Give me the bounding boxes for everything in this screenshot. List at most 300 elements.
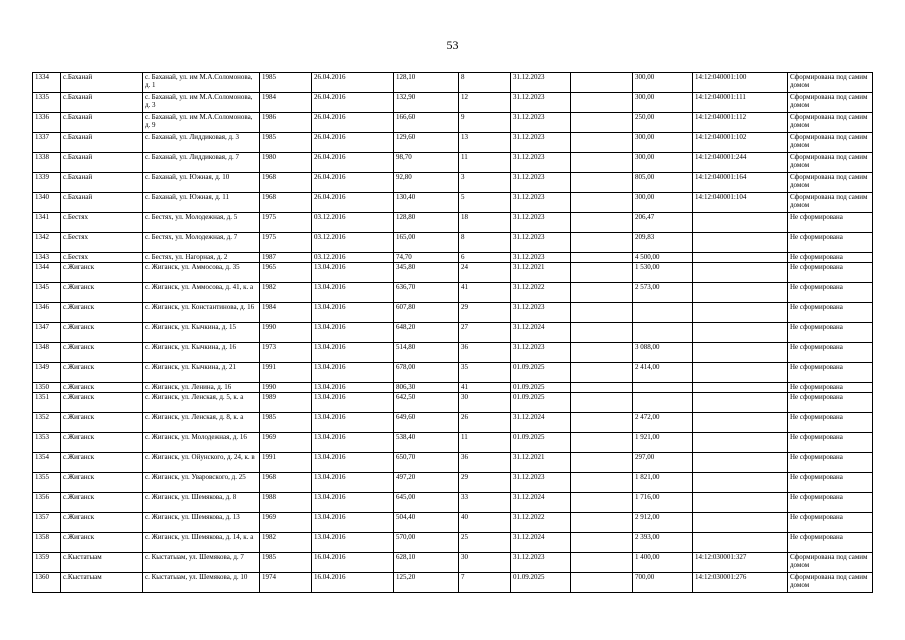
- cell-extra: [571, 413, 633, 433]
- cell-row-number: 1359: [33, 553, 61, 573]
- cell-cadastral-number: [693, 533, 788, 553]
- cell-row-number: 1346: [33, 303, 61, 323]
- cell-address: с. Баханай, ул. Лиддиковая, д. 7: [143, 153, 260, 173]
- cell-residents-count: 40: [459, 513, 511, 533]
- cell-row-number: 1356: [33, 493, 61, 513]
- cell-cost: 1 921,00: [633, 433, 693, 453]
- cell-deadline: 01.09.2025: [511, 573, 571, 593]
- cell-row-number: 1342: [33, 233, 61, 253]
- cell-extra: [571, 573, 633, 593]
- cell-land-status: Не сформирована: [788, 493, 873, 513]
- cell-address: с. Баханай, ул. им М.А.Соломонова, д. 3: [143, 93, 260, 113]
- cell-area: 98,70: [394, 153, 459, 173]
- cell-extra: [571, 453, 633, 473]
- cell-residents-count: 24: [459, 263, 511, 283]
- cell-inspection-date: 26.04.2016: [312, 153, 394, 173]
- cell-inspection-date: 26.04.2016: [312, 93, 394, 113]
- cell-deadline: 31.12.2023: [511, 193, 571, 213]
- table-row: [33, 303, 873, 323]
- cell-residents-count: 25: [459, 533, 511, 553]
- cell-deadline: 01.09.2025: [511, 363, 571, 383]
- cell-address: с. Жиганск, ул. Ленина, д. 16: [143, 383, 260, 393]
- cell-cadastral-number: [693, 383, 788, 393]
- cell-extra: [571, 173, 633, 193]
- cell-area: 128,10: [394, 73, 459, 93]
- cell-row-number: 1341: [33, 213, 61, 233]
- cell-inspection-date: 13.04.2016: [312, 263, 394, 283]
- cell-cadastral-number: 14:12:040001:104: [693, 193, 788, 213]
- cell-land-status: Не сформирована: [788, 253, 873, 263]
- cell-residents-count: 7: [459, 573, 511, 593]
- cell-build-year: 1985: [260, 413, 312, 433]
- cell-inspection-date: 13.04.2016: [312, 453, 394, 473]
- cell-extra: [571, 153, 633, 173]
- cell-cost: 2 573,00: [633, 283, 693, 303]
- cell-row-number: 1347: [33, 323, 61, 343]
- cell-address: с. Кыстатыам, ул. Шемякова, д. 7: [143, 553, 260, 573]
- cell-area: 636,70: [394, 283, 459, 303]
- cell-settlement: с.Баханай: [61, 153, 143, 173]
- cell-cost: 206,47: [633, 213, 693, 233]
- cell-inspection-date: 13.04.2016: [312, 533, 394, 553]
- cell-cadastral-number: 14:12:030001:276: [693, 573, 788, 593]
- cell-row-number: 1358: [33, 533, 61, 553]
- table-row: [33, 573, 873, 593]
- cell-settlement: с.Баханай: [61, 193, 143, 213]
- cell-extra: [571, 73, 633, 93]
- cell-extra: [571, 383, 633, 393]
- cell-row-number: 1354: [33, 453, 61, 473]
- cell-residents-count: 41: [459, 283, 511, 303]
- table-row: [33, 363, 873, 383]
- cell-row-number: 1352: [33, 413, 61, 433]
- cell-settlement: с.Бестях: [61, 213, 143, 233]
- cell-row-number: 1339: [33, 173, 61, 193]
- cell-residents-count: 36: [459, 343, 511, 363]
- cell-extra: [571, 473, 633, 493]
- cell-build-year: 1991: [260, 363, 312, 383]
- cell-inspection-date: 13.04.2016: [312, 413, 394, 433]
- cell-cost: 209,83: [633, 233, 693, 253]
- cell-cost: 300,00: [633, 133, 693, 153]
- cell-deadline: 31.12.2022: [511, 283, 571, 303]
- cell-settlement: с.Жиганск: [61, 323, 143, 343]
- cell-extra: [571, 303, 633, 323]
- cell-area: 166,60: [394, 113, 459, 133]
- cell-build-year: 1965: [260, 263, 312, 283]
- table-row: [33, 343, 873, 363]
- cell-extra: [571, 193, 633, 213]
- cell-build-year: 1982: [260, 283, 312, 303]
- cell-address: с. Жиганск, ул. Ленская, д. 8, к. а: [143, 413, 260, 433]
- cell-build-year: 1975: [260, 233, 312, 253]
- cell-deadline: 31.12.2023: [511, 233, 571, 253]
- cell-inspection-date: 13.04.2016: [312, 433, 394, 453]
- cell-extra: [571, 233, 633, 253]
- table-row: [33, 283, 873, 303]
- cell-inspection-date: 03.12.2016: [312, 213, 394, 233]
- cell-cadastral-number: [693, 453, 788, 473]
- cell-cost: [633, 393, 693, 413]
- table-row: [33, 193, 873, 213]
- cell-build-year: 1982: [260, 533, 312, 553]
- cell-cadastral-number: [693, 493, 788, 513]
- table-row: [33, 113, 873, 133]
- cell-address: с. Жиганск, ул. Молодежная, д. 16: [143, 433, 260, 453]
- cell-deadline: 31.12.2021: [511, 263, 571, 283]
- cell-build-year: 1991: [260, 453, 312, 473]
- cell-settlement: с.Жиганск: [61, 533, 143, 553]
- cell-cadastral-number: [693, 513, 788, 533]
- cell-deadline: 31.12.2023: [511, 113, 571, 133]
- cell-land-status: Сформирована под самим домом: [788, 173, 873, 193]
- cell-extra: [571, 93, 633, 113]
- cell-address: с. Жиганск, ул. Кычкина, д. 21: [143, 363, 260, 383]
- cell-deadline: 31.12.2023: [511, 173, 571, 193]
- cell-cadastral-number: [693, 303, 788, 323]
- cell-cadastral-number: [693, 413, 788, 433]
- cell-build-year: 1987: [260, 253, 312, 263]
- cell-build-year: 1969: [260, 433, 312, 453]
- cell-extra: [571, 553, 633, 573]
- cell-settlement: с.Баханай: [61, 113, 143, 133]
- cell-deadline: 31.12.2021: [511, 453, 571, 473]
- cell-row-number: 1349: [33, 363, 61, 383]
- table-row: [33, 553, 873, 573]
- cell-inspection-date: 13.04.2016: [312, 393, 394, 413]
- cell-inspection-date: 13.04.2016: [312, 363, 394, 383]
- cell-inspection-date: 13.04.2016: [312, 513, 394, 533]
- cell-area: 92,80: [394, 173, 459, 193]
- cell-cost: 250,00: [633, 113, 693, 133]
- cell-build-year: 1985: [260, 73, 312, 93]
- cell-cost: [633, 383, 693, 393]
- cell-cost: 805,00: [633, 173, 693, 193]
- cell-cost: 1 530,00: [633, 263, 693, 283]
- cell-residents-count: 36: [459, 453, 511, 473]
- cell-extra: [571, 283, 633, 303]
- cell-build-year: 1986: [260, 113, 312, 133]
- cell-residents-count: 8: [459, 73, 511, 93]
- cell-build-year: 1984: [260, 303, 312, 323]
- cell-cost: 297,00: [633, 453, 693, 473]
- cell-address: с. Жиганск, ул. Аммосова, д. 41, к. а: [143, 283, 260, 303]
- cell-inspection-date: 13.04.2016: [312, 323, 394, 343]
- cell-settlement: с.Жиганск: [61, 303, 143, 323]
- cell-land-status: Сформирована под самим домом: [788, 193, 873, 213]
- cell-address: с. Кыстатыам, ул. Шемякова, д. 10: [143, 573, 260, 593]
- cell-deadline: 31.12.2023: [511, 153, 571, 173]
- cell-cost: 2 393,00: [633, 533, 693, 553]
- cell-cadastral-number: [693, 433, 788, 453]
- cell-land-status: Не сформирована: [788, 393, 873, 413]
- cell-cadastral-number: [693, 323, 788, 343]
- cell-settlement: с.Жиганск: [61, 453, 143, 473]
- cell-area: 130,40: [394, 193, 459, 213]
- cell-deadline: 31.12.2023: [511, 473, 571, 493]
- cell-settlement: с.Жиганск: [61, 363, 143, 383]
- table-row: [33, 513, 873, 533]
- cell-area: 649,60: [394, 413, 459, 433]
- cell-inspection-date: 26.04.2016: [312, 113, 394, 133]
- cell-deadline: 31.12.2023: [511, 553, 571, 573]
- cell-residents-count: 9: [459, 113, 511, 133]
- table-row: [33, 473, 873, 493]
- cell-land-status: Не сформирована: [788, 233, 873, 253]
- cell-deadline: 31.12.2023: [511, 133, 571, 153]
- cell-settlement: с.Жиганск: [61, 473, 143, 493]
- cell-row-number: 1337: [33, 133, 61, 153]
- cell-area: 132,90: [394, 93, 459, 113]
- cell-deadline: 01.09.2025: [511, 383, 571, 393]
- cell-address: с. Жиганск, ул. Кычкина, д. 16: [143, 343, 260, 363]
- cell-land-status: Сформирована под самим домом: [788, 93, 873, 113]
- cell-deadline: 31.12.2023: [511, 93, 571, 113]
- cell-cost: [633, 323, 693, 343]
- cell-address: с. Жиганск, ул. Уваровского, д. 25: [143, 473, 260, 493]
- table-row: [33, 213, 873, 233]
- cell-land-status: Не сформирована: [788, 533, 873, 553]
- cell-address: с. Жиганск, ул. Ленская, д. 5, к. а: [143, 393, 260, 413]
- cell-extra: [571, 253, 633, 263]
- cell-cost: 3 088,00: [633, 343, 693, 363]
- cell-area: 74,70: [394, 253, 459, 263]
- cell-inspection-date: 16.04.2016: [312, 553, 394, 573]
- cell-cost: 300,00: [633, 153, 693, 173]
- cell-residents-count: 33: [459, 493, 511, 513]
- cell-settlement: с.Жиганск: [61, 413, 143, 433]
- cell-area: 642,50: [394, 393, 459, 413]
- cell-land-status: Сформирована под самим домом: [788, 113, 873, 133]
- cell-residents-count: 6: [459, 253, 511, 263]
- cell-cost: 300,00: [633, 93, 693, 113]
- cell-settlement: с.Жиганск: [61, 393, 143, 413]
- cell-cadastral-number: 14:12:040001:164: [693, 173, 788, 193]
- cell-land-status: Не сформирована: [788, 283, 873, 303]
- cell-inspection-date: 26.04.2016: [312, 193, 394, 213]
- cell-land-status: Не сформирована: [788, 213, 873, 233]
- cell-land-status: Не сформирована: [788, 453, 873, 473]
- cell-land-status: Не сформирована: [788, 263, 873, 283]
- cell-area: 538,40: [394, 433, 459, 453]
- cell-settlement: с.Жиганск: [61, 493, 143, 513]
- table-row: [33, 173, 873, 193]
- cell-row-number: 1360: [33, 573, 61, 593]
- table-row: [33, 73, 873, 93]
- cell-settlement: с.Жиганск: [61, 383, 143, 393]
- cell-cadastral-number: 14:12:040001:111: [693, 93, 788, 113]
- cell-land-status: Сформирована под самим домом: [788, 573, 873, 593]
- cell-land-status: Не сформирована: [788, 433, 873, 453]
- cell-inspection-date: 03.12.2016: [312, 233, 394, 253]
- cell-deadline: 31.12.2023: [511, 303, 571, 323]
- cell-cadastral-number: 14:12:040001:112: [693, 113, 788, 133]
- cell-address: с. Жиганск, ул. Шемякова, д. 13: [143, 513, 260, 533]
- cell-row-number: 1351: [33, 393, 61, 413]
- cell-land-status: Сформирована под самим домом: [788, 553, 873, 573]
- cell-land-status: Не сформирована: [788, 323, 873, 343]
- cell-area: 128,80: [394, 213, 459, 233]
- cell-cost: 300,00: [633, 73, 693, 93]
- housing-registry-table: [32, 72, 873, 593]
- cell-area: 628,10: [394, 553, 459, 573]
- table-row: [33, 93, 873, 113]
- cell-deadline: 31.12.2024: [511, 493, 571, 513]
- cell-address: с. Жиганск, ул. Аммосова, д. 35: [143, 263, 260, 283]
- cell-inspection-date: 03.12.2016: [312, 253, 394, 263]
- cell-extra: [571, 343, 633, 363]
- cell-cost: 2 414,00: [633, 363, 693, 383]
- cell-row-number: 1340: [33, 193, 61, 213]
- cell-cost: 1 821,00: [633, 473, 693, 493]
- cell-row-number: 1338: [33, 153, 61, 173]
- cell-extra: [571, 393, 633, 413]
- cell-extra: [571, 213, 633, 233]
- cell-deadline: 01.09.2025: [511, 433, 571, 453]
- cell-area: 165,00: [394, 233, 459, 253]
- cell-residents-count: 13: [459, 133, 511, 153]
- cell-extra: [571, 113, 633, 133]
- cell-settlement: с.Жиганск: [61, 513, 143, 533]
- cell-area: 504,40: [394, 513, 459, 533]
- cell-inspection-date: 13.04.2016: [312, 473, 394, 493]
- cell-address: с. Жиганск, ул. Шемякова, д. 14, к. а: [143, 533, 260, 553]
- cell-address: с. Жиганск, ул. Кычкина, д. 15: [143, 323, 260, 343]
- cell-address: с. Баханай, ул. Лиддиковая, д. 3: [143, 133, 260, 153]
- cell-build-year: 1989: [260, 393, 312, 413]
- cell-inspection-date: 26.04.2016: [312, 133, 394, 153]
- cell-deadline: 31.12.2024: [511, 533, 571, 553]
- cell-cost: 4 500,00: [633, 253, 693, 263]
- cell-land-status: Сформирована под самим домом: [788, 153, 873, 173]
- cell-cost: 2 472,00: [633, 413, 693, 433]
- cell-extra: [571, 323, 633, 343]
- cell-settlement: с.Жиганск: [61, 263, 143, 283]
- cell-row-number: 1334: [33, 73, 61, 93]
- cell-row-number: 1344: [33, 263, 61, 283]
- cell-settlement: с.Жиганск: [61, 433, 143, 453]
- cell-land-status: Не сформирована: [788, 513, 873, 533]
- cell-inspection-date: 13.04.2016: [312, 383, 394, 393]
- cell-build-year: 1988: [260, 493, 312, 513]
- cell-land-status: Не сформирована: [788, 383, 873, 393]
- cell-area: 678,00: [394, 363, 459, 383]
- cell-cadastral-number: [693, 393, 788, 413]
- table-row: [33, 133, 873, 153]
- cell-build-year: 1974: [260, 573, 312, 593]
- cell-cost: 2 912,00: [633, 513, 693, 533]
- cell-settlement: с.Бестях: [61, 253, 143, 263]
- cell-cadastral-number: [693, 283, 788, 303]
- cell-residents-count: 41: [459, 383, 511, 393]
- cell-inspection-date: 13.04.2016: [312, 283, 394, 303]
- cell-cost: [633, 303, 693, 323]
- cell-cost: 1 716,00: [633, 493, 693, 513]
- cell-address: с. Баханай, ул. Южная, д. 11: [143, 193, 260, 213]
- cell-residents-count: 27: [459, 323, 511, 343]
- cell-extra: [571, 513, 633, 533]
- cell-deadline: 31.12.2023: [511, 73, 571, 93]
- cell-extra: [571, 493, 633, 513]
- cell-residents-count: 3: [459, 173, 511, 193]
- cell-cadastral-number: 14:12:040001:100: [693, 73, 788, 93]
- cell-area: 645,00: [394, 493, 459, 513]
- cell-build-year: 1968: [260, 193, 312, 213]
- table-row: [33, 493, 873, 513]
- cell-area: 497,20: [394, 473, 459, 493]
- cell-settlement: с.Бестях: [61, 233, 143, 253]
- cell-area: 648,20: [394, 323, 459, 343]
- cell-settlement: с.Баханай: [61, 133, 143, 153]
- cell-extra: [571, 263, 633, 283]
- cell-deadline: 31.12.2024: [511, 413, 571, 433]
- cell-inspection-date: 26.04.2016: [312, 173, 394, 193]
- cell-land-status: Не сформирована: [788, 363, 873, 383]
- cell-row-number: 1335: [33, 93, 61, 113]
- cell-address: с. Бестях, ул. Нагорная, д. 2: [143, 253, 260, 263]
- cell-residents-count: 29: [459, 473, 511, 493]
- cell-address: с. Баханай, ул. им М.А.Соломонова, д. 1: [143, 73, 260, 93]
- cell-build-year: 1985: [260, 553, 312, 573]
- cell-cost: 700,00: [633, 573, 693, 593]
- cell-row-number: 1355: [33, 473, 61, 493]
- cell-inspection-date: 13.04.2016: [312, 303, 394, 323]
- cell-inspection-date: 26.04.2016: [312, 73, 394, 93]
- cell-row-number: 1350: [33, 383, 61, 393]
- cell-residents-count: 12: [459, 93, 511, 113]
- cell-cadastral-number: [693, 213, 788, 233]
- cell-build-year: 1968: [260, 173, 312, 193]
- cell-area: 125,20: [394, 573, 459, 593]
- cell-settlement: с.Кыстатыам: [61, 553, 143, 573]
- cell-settlement: с.Баханай: [61, 173, 143, 193]
- cell-row-number: 1336: [33, 113, 61, 133]
- cell-deadline: 31.12.2023: [511, 253, 571, 263]
- cell-land-status: Не сформирована: [788, 413, 873, 433]
- cell-row-number: 1353: [33, 433, 61, 453]
- cell-area: 514,80: [394, 343, 459, 363]
- cell-land-status: Не сформирована: [788, 303, 873, 323]
- cell-address: с. Бестях, ул. Молодежная, д. 7: [143, 233, 260, 253]
- cell-residents-count: 30: [459, 393, 511, 413]
- cell-address: с. Баханай, ул. Южная, д. 10: [143, 173, 260, 193]
- cell-area: 806,30: [394, 383, 459, 393]
- table-row: [33, 393, 873, 413]
- cell-deadline: 31.12.2023: [511, 343, 571, 363]
- cell-extra: [571, 533, 633, 553]
- page-number: 53: [446, 38, 459, 52]
- cell-row-number: 1345: [33, 283, 61, 303]
- cell-settlement: с.Кыстатыам: [61, 573, 143, 593]
- cell-extra: [571, 133, 633, 153]
- cell-area: 129,60: [394, 133, 459, 153]
- cell-row-number: 1348: [33, 343, 61, 363]
- table-row: [33, 453, 873, 473]
- cell-build-year: 1990: [260, 323, 312, 343]
- cell-row-number: 1357: [33, 513, 61, 533]
- cell-build-year: 1984: [260, 93, 312, 113]
- cell-inspection-date: 16.04.2016: [312, 573, 394, 593]
- cell-deadline: 31.12.2023: [511, 213, 571, 233]
- table-row: [33, 153, 873, 173]
- cell-address: с. Жиганск, ул. Константинова, д. 16: [143, 303, 260, 323]
- cell-residents-count: 11: [459, 433, 511, 453]
- cell-residents-count: 5: [459, 193, 511, 213]
- cell-cadastral-number: [693, 233, 788, 253]
- cell-area: 345,80: [394, 263, 459, 283]
- cell-settlement: с.Баханай: [61, 73, 143, 93]
- cell-build-year: 1990: [260, 383, 312, 393]
